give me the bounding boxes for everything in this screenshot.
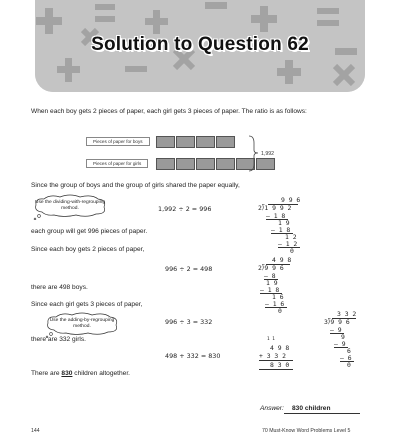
div2-step: 0 (278, 307, 282, 315)
div2-rule (265, 307, 287, 308)
div2-quotient: 4 9 8 (272, 256, 292, 264)
div3-step: – 6 (340, 354, 352, 362)
conclusion-number: 830 (61, 370, 73, 377)
equation-3: 996 ÷ 3 = 332 (165, 318, 213, 326)
div1-step: – 1 8 (271, 226, 291, 234)
boys-label: Pieces of paper for boys (86, 137, 150, 146)
div2-step: 1 6 (272, 293, 284, 301)
div3-quotient: 3 3 2 (337, 310, 357, 318)
girls-bar-unit (216, 158, 235, 170)
girls-bar-unit (156, 158, 175, 170)
intro-text: When each boy gets 2 pieces of paper, each girl gets 3 pieces of paper. The ratio is as follows: (31, 108, 307, 115)
total-bracket (248, 135, 260, 172)
div1-bar (268, 204, 298, 205)
add-first: 4 9 8 (270, 344, 290, 352)
each-group-text: each group will get 996 pieces of paper. (31, 228, 148, 235)
add-rule (259, 369, 293, 370)
girls-bar-unit (176, 158, 195, 170)
title-banner (35, 0, 365, 92)
answer-underline (284, 413, 360, 414)
div1-step: – 1 8 (266, 212, 286, 220)
div3-rule (334, 347, 348, 348)
div3-step: 9 (341, 333, 345, 341)
equation-1: 1,992 ÷ 2 = 996 (158, 205, 212, 213)
hint-dividing-text: Use the dividing-with-regrouping method. (34, 200, 106, 211)
div2-step: – 1 8 (260, 286, 280, 294)
div2-expression: 2⟌9 9 6 (258, 264, 284, 272)
div3-step: – 9 (334, 340, 346, 348)
div1-quotient: 9 9 6 (281, 196, 301, 204)
boys-bar-unit (176, 136, 195, 148)
girls-get-text: Since each girl gets 3 pieces of paper, (31, 301, 143, 308)
equation-2: 996 ÷ 2 = 498 (165, 265, 213, 273)
page-title: Solution to Question 62 (91, 34, 309, 55)
div1-step: 1 2 (285, 233, 297, 241)
book-title: 70 Must-Know Word Problems Level 5 (262, 428, 351, 434)
add-carry: 1 1 (267, 337, 275, 342)
total-label: 1,992 (261, 151, 274, 157)
boys-get-text: Since each boy gets 2 pieces of paper, (31, 246, 145, 253)
conclusion-prefix: There are (31, 370, 62, 377)
div1-rule (278, 247, 300, 248)
boys-bar (156, 136, 236, 148)
conclusion-text (31, 370, 130, 377)
div2-step: – 1 6 (265, 300, 285, 308)
hint-adding-text: Use the adding-by-regrouping method. (49, 318, 115, 329)
girls-label: Pieces of paper for girls (86, 159, 148, 168)
hint-cloud-adding (44, 312, 120, 338)
div3-bar (332, 318, 356, 319)
boys-bar-unit (196, 136, 215, 148)
boys-bar-unit (156, 136, 175, 148)
girls-bar-unit (196, 158, 215, 170)
boys-count-text: there are 498 boys. (31, 284, 88, 291)
add-sum: 8 3 0 (270, 361, 290, 369)
girls-count-text: there are 332 girls. (31, 336, 86, 343)
div1-step: 1 9 (278, 219, 290, 227)
div3-step: 6 (347, 347, 351, 355)
div2-step: – 8 (264, 272, 276, 280)
conclusion-suffix: children altogether. (72, 370, 130, 377)
div1-step: – 1 2 (278, 240, 298, 248)
equation-4: 498 + 332 = 830 (165, 352, 221, 360)
div3-expression: 3⟌9 9 6 (324, 318, 350, 326)
boys-bar-unit (216, 136, 235, 148)
answer-value: 830 children (292, 405, 331, 412)
answer-label: Answer: (260, 405, 284, 412)
div3-step: – 9 (330, 326, 342, 334)
div1-expression: 2⟌1 9 9 2 (258, 204, 292, 212)
add-second: + 3 3 2 (259, 352, 286, 360)
shared-text: Since the group of boys and the group of girls shared the paper equally, (31, 182, 240, 189)
div2-bar (266, 264, 290, 265)
hint-cloud-dividing (32, 194, 108, 220)
div2-step: 1 9 (266, 279, 278, 287)
div1-step: 0 (290, 247, 294, 255)
page-number: 144 (31, 428, 40, 434)
div3-step: 0 (347, 361, 351, 369)
